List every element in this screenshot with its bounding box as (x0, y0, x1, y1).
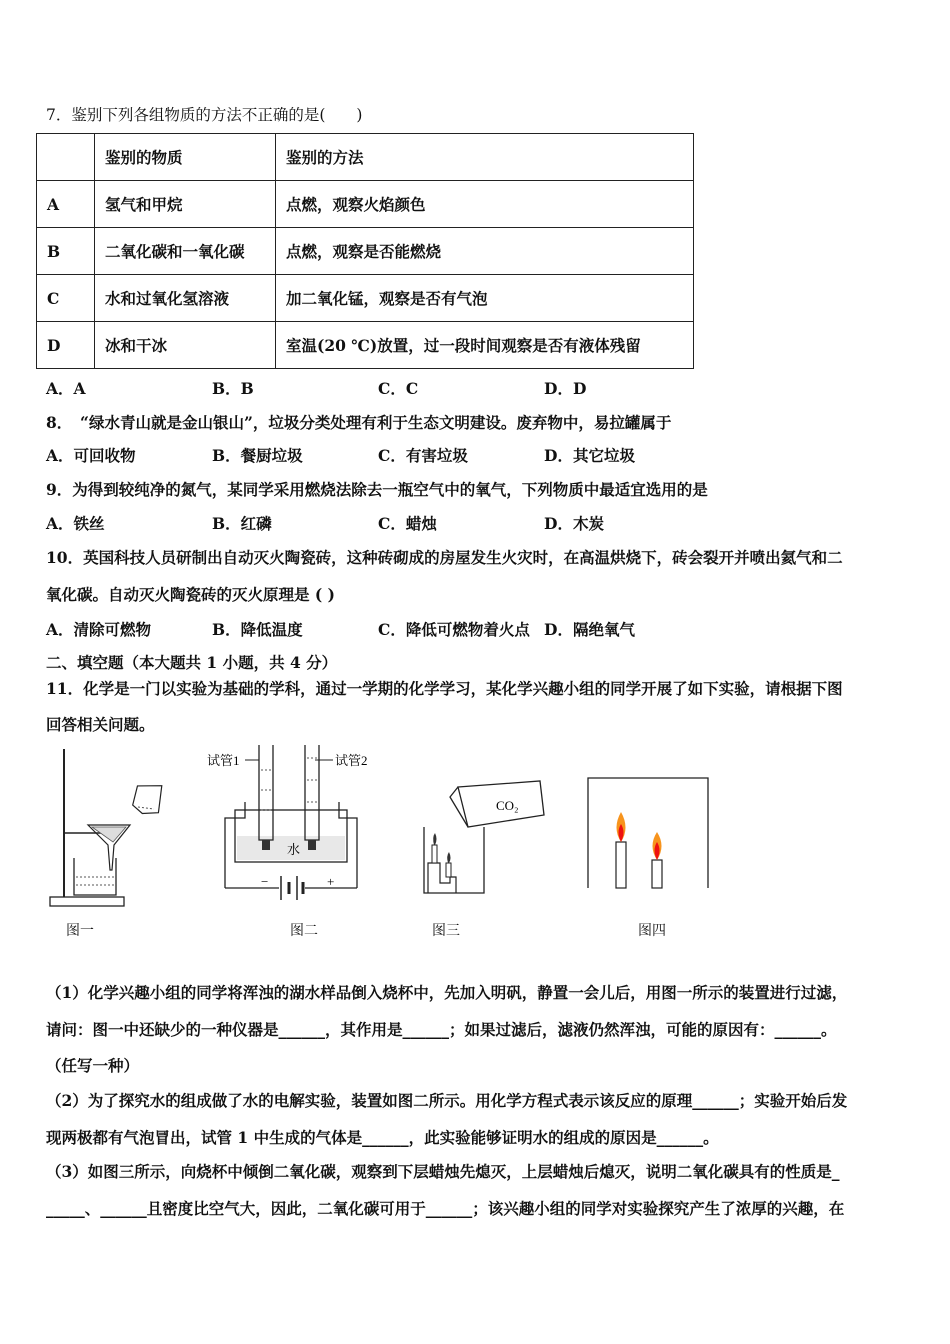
option: A．清除可燃物 (46, 620, 152, 639)
q11-part1-line1: （1）化学兴趣小组的同学将浑浊的湖水样品倒入烧杯中，先加入明矾，静置一会儿后，用图一所示的装置进行过滤， (46, 983, 848, 1002)
q9-options (46, 512, 604, 534)
table-header-row (37, 134, 694, 181)
option: A．铁丝 (46, 514, 105, 533)
figure-caption: 图三 (432, 923, 460, 939)
table-row (37, 322, 694, 369)
water-label: 水 (287, 842, 301, 857)
q10-options (46, 618, 635, 640)
option: D．D (544, 379, 587, 398)
option: A．A (46, 379, 86, 398)
figure-candles-cylinder (582, 770, 722, 895)
q10-stem-line2: 氧化碳。自动灭火陶瓷砖的灭火原理是 ( ) (46, 585, 335, 604)
q11-part1-line2: 请问：图一中还缺少的一种仪器是______，其作用是______；如果过滤后，滤液仍然浑浊，可能的原因有：______。 (46, 1020, 837, 1039)
option: C．降低可燃物着火点 (378, 620, 530, 639)
q8-options (46, 444, 635, 466)
figure-caption: 图四 (638, 923, 666, 939)
option: D．其它垃圾 (544, 446, 635, 465)
table-cell: 二氧化碳和一氧化碳 (95, 228, 276, 275)
option: B．红磷 (212, 514, 272, 533)
option: B．餐厨垃圾 (212, 446, 303, 465)
figure-filtration (44, 745, 174, 910)
q11-part1-line3: （任写一种） (46, 1056, 140, 1075)
table-row (37, 181, 694, 228)
q8-stem: 8． “绿水青山就是金山银山”，垃圾分类处理有利于生态文明建设。废弃物中，易拉罐属于 (46, 413, 672, 432)
table-cell: 水和过氧化氢溶液 (95, 275, 276, 322)
table-cell: C (37, 275, 95, 322)
q11-part2-line2: 现两极都有气泡冒出，试管 1 中生成的气体是______，此实验能够证明水的组成的原因是______。 (46, 1128, 719, 1147)
table-row (37, 275, 694, 322)
option: C．有害垃圾 (378, 446, 468, 465)
table-cell: 加二氧化锰，观察是否有气泡 (276, 275, 694, 322)
table-header-cell: 鉴别的物质 (95, 134, 276, 181)
q10-stem-line1: 10．英国科技人员研制出自动灭火陶瓷砖，这种砖砌成的房屋发生火灾时，在高温烘烧下，砖会裂开并喷出氦气和二 (46, 548, 843, 567)
table-header-cell: 鉴别的方法 (276, 134, 694, 181)
table-cell: A (37, 181, 95, 228)
table-cell: 点燃，观察是否能燃烧 (276, 228, 694, 275)
figure-co2-candles (420, 775, 560, 900)
co2-label: CO₂ (496, 798, 519, 813)
minus-label: − (261, 874, 269, 889)
table-header-cell (37, 134, 95, 181)
table-cell: B (37, 228, 95, 275)
figure-electrolysis (205, 740, 380, 910)
option: C．蜡烛 (378, 514, 437, 533)
q11-stem-line2: 回答相关问题。 (46, 715, 155, 734)
table-cell: 点燃，观察火焰颜色 (276, 181, 694, 228)
table-cell: 冰和干冰 (95, 322, 276, 369)
table-row (37, 228, 694, 275)
table-cell: 氢气和甲烷 (95, 181, 276, 228)
section-heading: 二、填空题（本大题共 1 小题，共 4 分） (46, 653, 338, 672)
q11-stem-line1: 11．化学是一门以实验为基础的学科，通过一学期的化学学习，某化学兴趣小组的同学开展了如下实验，请根据下图 (46, 679, 843, 698)
figure-caption: 图一 (66, 923, 94, 939)
option: B．降低温度 (212, 620, 303, 639)
table-cell: D (37, 322, 95, 369)
table-cell: 室温(20 ℃)放置，过一段时间观察是否有液体残留 (276, 322, 694, 369)
q7-table (36, 133, 694, 369)
option: C．C (378, 379, 419, 398)
tube2-label: 试管2 (335, 753, 368, 768)
q9-stem: 9．为得到较纯净的氮气，某同学采用燃烧法除去一瓶空气中的氧气，下列物质中最适宜选用的是 (46, 480, 708, 499)
option: A．可回收物 (46, 446, 136, 465)
q7-options (46, 377, 586, 399)
q11-part2-line1: （2）为了探究水的组成做了水的电解实验，装置如图二所示。用化学方程式表示该反应的原理______；实验开始后发 (46, 1091, 848, 1110)
option: B．B (212, 379, 254, 398)
figure-caption: 图二 (290, 923, 318, 939)
q11-part3-line1: （3）如图三所示，向烧杯中倾倒二氧化碳，观察到下层蜡烛先熄灭，上层蜡烛后熄灭，说明二氧化碳具有的性质是_ (46, 1162, 840, 1181)
q11-part3-line2: _____、______且密度比空气大，因此，二氧化碳可用于______；该兴趣小组的同学对实验探究产生了浓厚的兴趣，在 (46, 1199, 845, 1218)
tube1-label: 试管1 (207, 753, 240, 768)
plus-label: + (327, 874, 335, 889)
option: D．木炭 (544, 514, 604, 533)
q7-stem: 7．鉴别下列各组物质的方法不正确的是( ) (46, 106, 363, 124)
option: D．隔绝氧气 (544, 620, 635, 639)
